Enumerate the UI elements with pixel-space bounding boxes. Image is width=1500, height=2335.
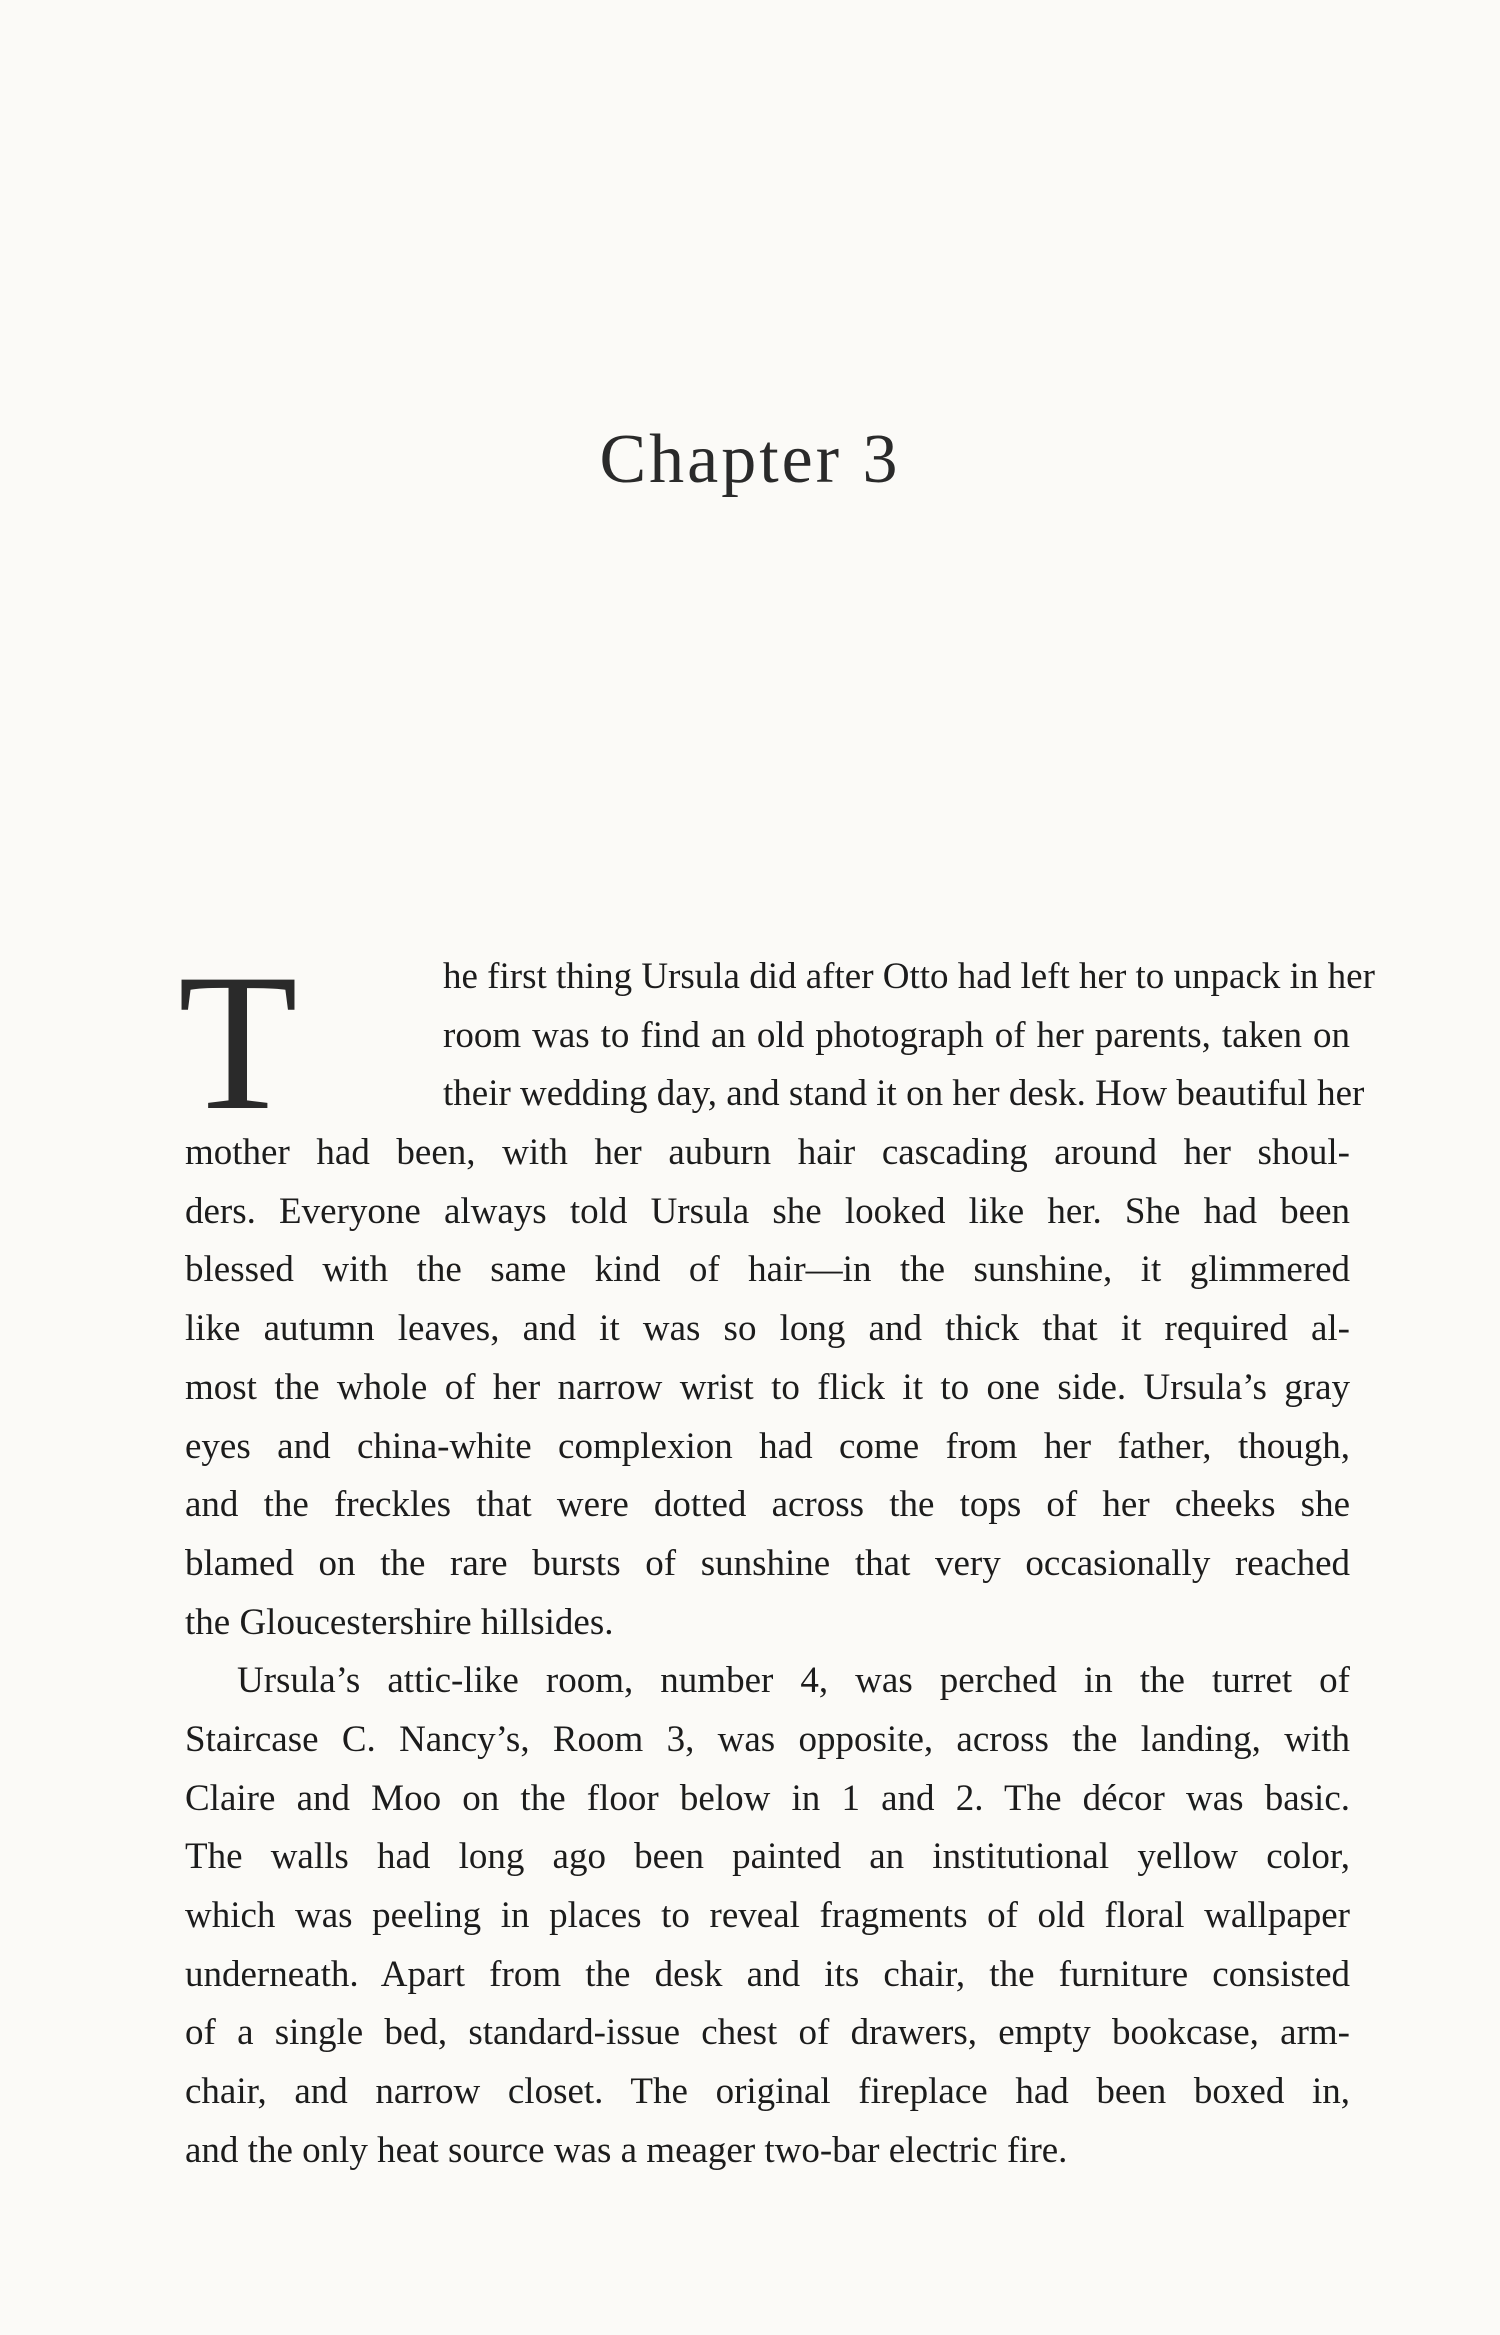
- text-line: Staircase C. Nancy’s, Room 3, was opposite, across the landing, with: [185, 1718, 1350, 1760]
- text-line: Ursula’s attic-like room, number 4, was perched in the turret of: [237, 1660, 1350, 1702]
- paragraph-1: [185, 948, 1375, 1652]
- body-text: [185, 948, 1375, 2180]
- text-line: he first thing Ursula did after Otto had left her to unpack in her: [443, 956, 1375, 997]
- text-line: blessed with the same kind of hair—in the sunshine, it glimmered: [185, 1249, 1350, 1291]
- text-line: their wedding day, and stand it on her desk. How beautiful her: [443, 1073, 1365, 1115]
- text-line: Claire and Moo on the floor below in 1 and 2. The décor was basic.: [185, 1777, 1350, 1819]
- text-line: blamed on the rare bursts of sunshine that very occasionally reached: [185, 1542, 1350, 1584]
- text-line: underneath. Apart from the desk and its chair, the furniture consisted: [185, 1953, 1350, 1995]
- text-line: which was peeling in places to reveal fragments of old floral wallpaper: [185, 1895, 1350, 1936]
- text-line: most the whole of her narrow wrist to flick it to one side. Ursula’s gray: [185, 1366, 1350, 1408]
- text-line: ders. Everyone always told Ursula she looked like her. She had been: [185, 1190, 1350, 1232]
- text-line: mother had been, with her auburn hair cascading around her shoul-: [185, 1132, 1350, 1174]
- text-line: eyes and china-white complexion had come from her father, though,: [185, 1425, 1350, 1467]
- text-line: room was to find an old photograph of her parents, taken on: [443, 1014, 1350, 1056]
- chapter-title: Chapter 3: [599, 421, 901, 498]
- paragraph-2: [185, 1652, 1350, 2180]
- text-line: The walls had long ago been painted an institutional yellow color,: [185, 1836, 1350, 1878]
- text-line: like autumn leaves, and it was so long and thick that it required al-: [185, 1308, 1350, 1350]
- text-line: and the freckles that were dotted across the tops of her cheeks she: [185, 1484, 1350, 1526]
- text-line: of a single bed, standard-issue chest of drawers, empty bookcase, arm-: [185, 2012, 1350, 2054]
- text-line: chair, and narrow closet. The original fireplace had been boxed in,: [185, 2071, 1350, 2113]
- drop-cap-letter: T: [178, 934, 298, 1151]
- text-line: the Gloucestershire hillsides.: [185, 1601, 614, 1643]
- text-line: and the only heat source was a meager two-bar electric fire.: [185, 2129, 1068, 2171]
